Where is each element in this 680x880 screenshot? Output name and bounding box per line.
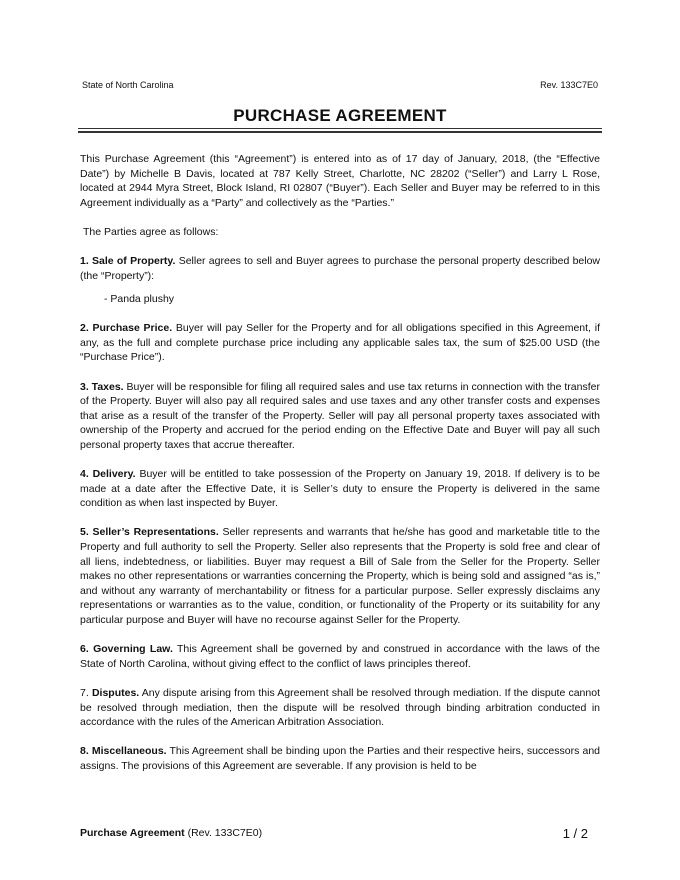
section-text: Buyer will be entitled to take possession of the Property on January 19, 2018. If delivery is to be made at a date after the Effective Date, it is Seller’s duty to ensure the Property is delivered in the same condition as when last inspected by Buyer. bbox=[80, 468, 601, 510]
title-rule-thick bbox=[78, 131, 602, 133]
section-text: Any dispute arising from this Agreement shall be resolved through mediation. If the dispute cannot be resolved through mediation, then the dispute will be resolved through binding arbitration conducted in accordance with the rules of the American Arbitration Association. bbox=[80, 686, 600, 729]
section-text: Seller represents and warrants that he/she has good and marketable title to the Property and full authority to sell the Property. Seller also represents that the Property is sold free and clear of all liens, indebtedness, or liabilities. Buyer may request a Bill of Sale from the Seller for the Property. Seller makes no other representations or warranties concerning the Property, which is being sold and assigned “as is,” and without any warranty of merchantability or fitness for a particular purpose. Seller expressly disclaims any representations or warranties as to the value, condition, or functionality of the Property or its suitability for any particular purpose and Buyer will have no recourse against Seller for the Property. bbox=[80, 526, 600, 626]
section-sellers-representations bbox=[80, 525, 600, 627]
section-heading: 4. Delivery. bbox=[80, 468, 136, 481]
section-heading: 2. Purchase Price. bbox=[80, 322, 173, 335]
footer-document-name bbox=[80, 827, 262, 839]
section-miscellaneous bbox=[80, 744, 600, 773]
section-text: This Agreement shall be governed by and construed in accordance with the laws of the State of North Carolina, without giving effect to the conflict of laws principles thereof. bbox=[80, 643, 600, 670]
section-heading: 6. Governing Law. bbox=[80, 643, 173, 656]
header-revision: Rev. 133C7E0 bbox=[540, 80, 598, 90]
section-text: Buyer will pay Seller for the Property and for all obligations specified in this Agreement, if any, as the full and complete purchase price including any applicable sales tax, the sum of $25.00 USD (the “Purchase Price”). bbox=[80, 322, 600, 364]
section-disputes bbox=[80, 686, 600, 730]
intro-paragraph: This Purchase Agreement (this “Agreement”) is entered into as of 17 day of January, 2018, (the “Effective Date”) by Michelle B Davis, located at 787 Kelly Street, Charlotte, NC 28202 (“Seller”) and Larry L Rose, located at 2944 Myra Street, Block Island, RI 02807 (“Buyer”). Each Seller and Buyer may be referred to in this Agreement individually as a “Party” and collectively as the “Parties.” bbox=[80, 153, 600, 209]
document-body bbox=[80, 152, 600, 788]
section-text: Buyer will be responsible for filing all required sales and use tax returns in connection with the transfer of the Property. Buyer will also pay all required sales and use taxes and any other transfer costs and expenses that arise as a result of the transfer of the Property. Seller will pay all personal property taxes associated with ownership of the Property and accrued for the period ending on the Effective Date and Buyer will pay all such personal property taxes that accrue thereafter. bbox=[80, 380, 600, 451]
page-number: 1 / 2 bbox=[562, 826, 588, 841]
section-heading: 1. Sale of Property. bbox=[80, 255, 176, 268]
header-state: State of North Carolina bbox=[82, 80, 174, 90]
section-taxes bbox=[80, 380, 600, 453]
section-delivery bbox=[80, 467, 600, 511]
section-number: 7. bbox=[80, 686, 89, 699]
title-rule-thin bbox=[78, 128, 602, 129]
section-purchase-price bbox=[80, 321, 600, 365]
section-heading: Disputes. bbox=[91, 686, 140, 699]
section-sale bbox=[80, 254, 600, 283]
agree-line: The Parties agree as follows: bbox=[83, 225, 219, 238]
footer-revision: (Rev. 133C7E0) bbox=[187, 827, 263, 839]
section-text: This Agreement shall be binding upon the Parties and their respective heirs, successors and assigns. The provisions of this Agreement are severable. If any provision is held to be bbox=[80, 745, 600, 772]
section-heading: 8. Miscellaneous. bbox=[80, 745, 167, 758]
section-heading: 3. Taxes. bbox=[80, 380, 124, 393]
section-governing-law bbox=[80, 642, 600, 671]
section-heading: 5. Seller’s Representations. bbox=[80, 526, 219, 539]
footer-title: Purchase Agreement bbox=[80, 827, 185, 839]
property-list-item: - Panda plushy bbox=[104, 292, 175, 305]
document-title: PURCHASE AGREEMENT bbox=[233, 106, 447, 125]
section-text: Seller agrees to sell and Buyer agrees to purchase the personal property described below (the “Property”): bbox=[80, 255, 601, 282]
